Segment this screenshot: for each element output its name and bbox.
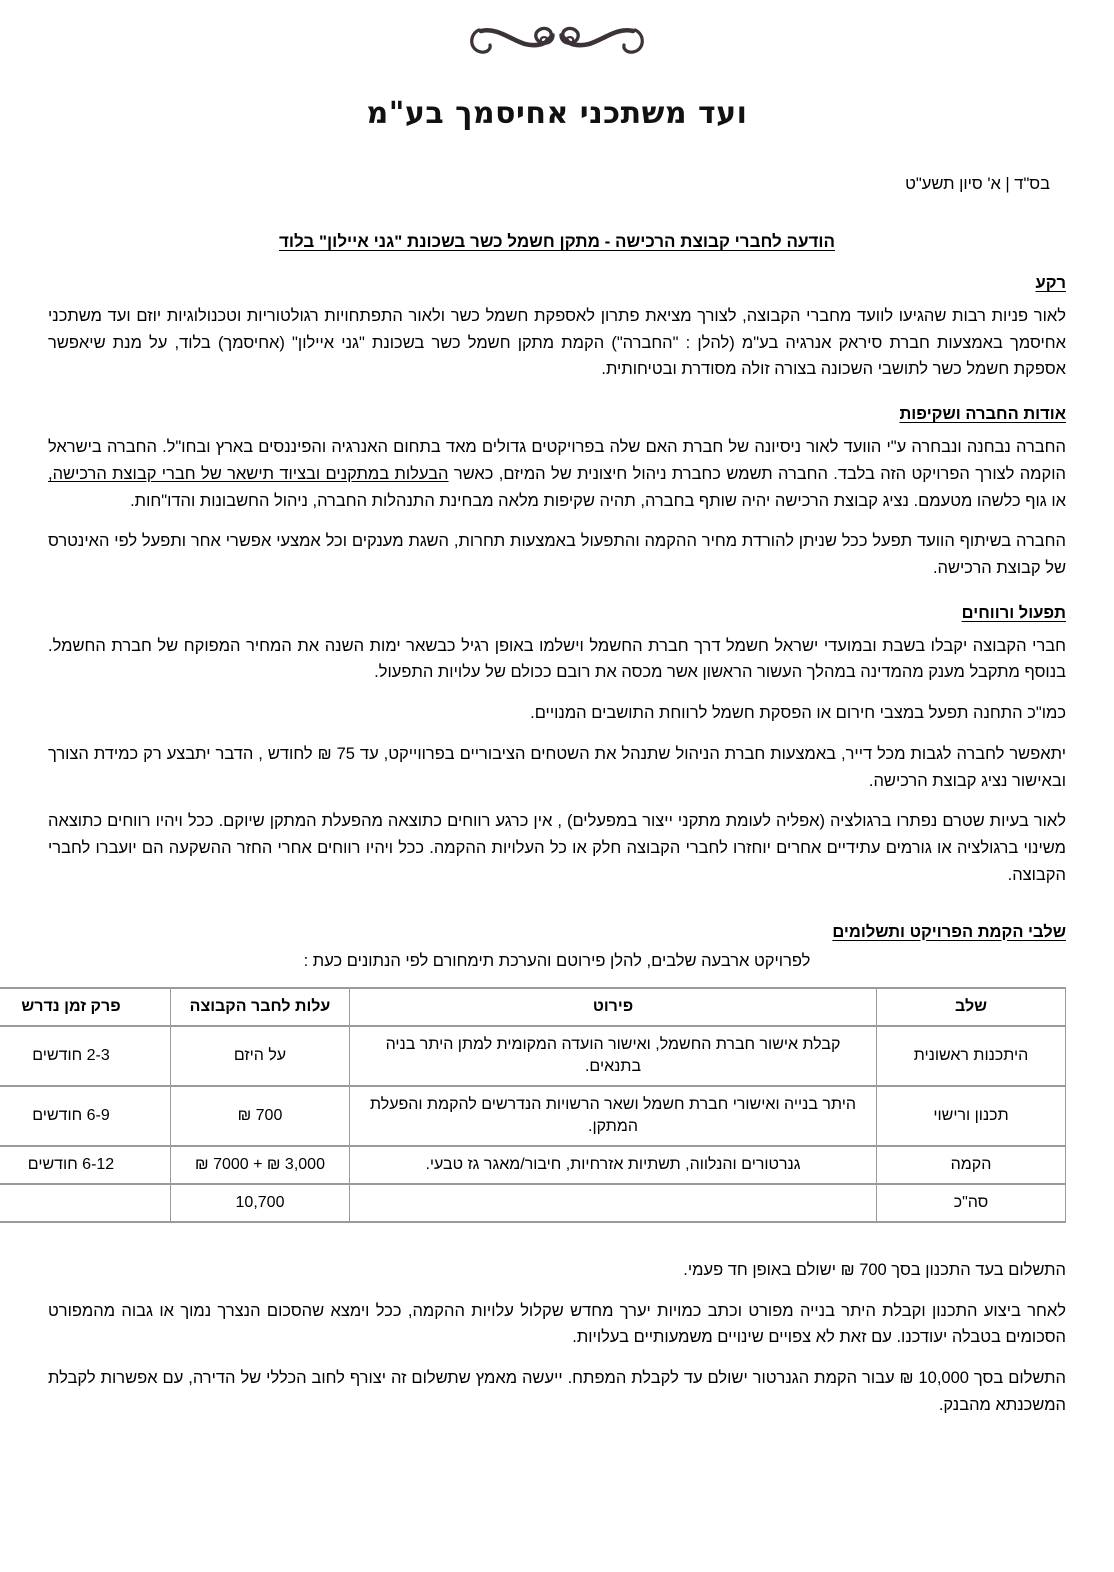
letterhead bbox=[48, 0, 1066, 131]
stages-table bbox=[0, 987, 1066, 1224]
cell-cost: 3,000 ₪ + 7000 ₪ bbox=[171, 1146, 350, 1184]
about-part-2: או גוף כלשהו מטעמם. נציג קבוצת הרכישה יהיה שותף בחברה, תהיה שקיפות מלאה מבחינת התנהלות החברה, ניהול החשבונות והדו"חות. bbox=[130, 491, 1066, 510]
cell-cost: על היזם bbox=[171, 1026, 350, 1086]
about-underlined-clause: הבעלות במתקנים ובציוד תישאר של חברי קבוצת הרכישה, bbox=[48, 464, 449, 483]
table-header-row bbox=[0, 988, 1066, 1026]
flourish-ornament-icon bbox=[48, 12, 1066, 70]
operation-paragraph-1: חברי הקבוצה יקבלו בשבת ובמועדי ישראל חשמל דרך חברת החשמל וישלמו באופן רגיל כבשאר ימות השנה את המחיר המפוקח של חברת החשמל. בנוסף מתקבל מענק מהמדינה במהלך העשור הראשון אשר מכסה את רובם ככולם של עלויות התפעול. bbox=[48, 636, 1066, 682]
cell-stage: סה"כ bbox=[877, 1184, 1066, 1222]
section-heading-stages: שלבי הקמת הפרויקט ותשלומים bbox=[832, 922, 1066, 941]
cell-detail: קבלת אישור חברת החשמל, ואישור הועדה המקומית למתן היתר בניה בתנאים. bbox=[350, 1026, 877, 1086]
payments-paragraph-1: התשלום בעד התכנון בסך 700 ₪ ישולם באופן חד פעמי. bbox=[683, 1261, 1066, 1280]
payments-section bbox=[48, 1257, 1066, 1419]
about-paragraph-2: החברה בשיתוף הוועד תפעל ככל שניתן להורדת מחיר ההקמה והתפעול באמצעות תחרות, השגת מענקים וכל אמצעי אפשרי אחר ותפעל לפי האינטרס של קבוצת הרכישה. bbox=[48, 532, 1066, 578]
cell-time: 6-9 חודשים bbox=[0, 1086, 171, 1146]
table-row bbox=[0, 1184, 1066, 1222]
section-heading-background: רקע bbox=[1035, 274, 1066, 292]
table-row bbox=[0, 1026, 1066, 1086]
table-row bbox=[0, 1146, 1066, 1184]
hebrew-date-line: בס"ד | א' סיון תשע"ט bbox=[905, 175, 1050, 193]
cell-time: 2-3 חודשים bbox=[0, 1026, 171, 1086]
cell-detail: היתר בנייה ואישורי חברת חשמל ושאר הרשויות הנדרשים להקמת והפעלת המתקן. bbox=[350, 1086, 877, 1146]
column-header-time: פרק זמן נדרש bbox=[0, 988, 171, 1026]
section-heading-about: אודות החברה ושקיפות bbox=[899, 405, 1066, 424]
column-header-stage: שלב bbox=[877, 988, 1066, 1026]
cell-stage: תכנון ורישוי bbox=[877, 1086, 1066, 1146]
cell-cost: 700 ₪ bbox=[171, 1086, 350, 1146]
cell-stage: היתכנות ראשונית bbox=[877, 1026, 1066, 1086]
column-header-cost: עלות לחבר הקבוצה bbox=[171, 988, 350, 1026]
cell-detail bbox=[350, 1184, 877, 1222]
cell-time bbox=[0, 1184, 171, 1222]
cell-detail: גנרטורים והנלווה, תשתיות אזרחיות, חיבור/מאגר גז טבעי. bbox=[350, 1146, 877, 1184]
cell-stage: הקמה bbox=[877, 1146, 1066, 1184]
about-paragraph bbox=[48, 434, 1066, 514]
payments-paragraph-2: לאחר ביצוע התכנון וקבלת היתר בנייה מפורט וכתב כמויות יערך מחדש שקלול עלויות ההקמה, ככל וימצא שהסכום הנצרך נמוך או גבוה מהמפורט הסכומים בטבלה יעודכנו. עם זאת לא צפויים שינויים משמעותיים בעלויות. bbox=[48, 1301, 1066, 1347]
page-title: הודעה לחברי קבוצת הרכישה - מתקן חשמל כשר בשכונת "גני איילון" בלוד bbox=[278, 232, 835, 251]
section-heading-operation: תפעול ורווחים bbox=[961, 603, 1066, 622]
cell-time: 6-12 חודשים bbox=[0, 1146, 171, 1184]
operation-paragraph-3: יתאפשר לחברה לגבות מכל דייר, באמצעות חברת הניהול שתנהל את השטחים הציבוריים בפרווייקט, עד 75 ₪ לחודש , הדבר יתבצע רק כמידת הצורך ובאישור נציג קבוצת הרכישה. bbox=[48, 744, 1066, 790]
stages-intro: לפרויקט ארבעה שלבים, להלן פירוטם והערכת תימחורם לפי הנתונים כעת : bbox=[303, 951, 811, 970]
cell-cost: 10,700 bbox=[171, 1184, 350, 1222]
column-header-detail: פירוט bbox=[350, 988, 877, 1026]
background-paragraph: לאור פניות רבות שהגיעו לוועד מחברי הקבוצה, לצורך מציאת פתרון לאספקת חשמל כשר ולאור התפתחויות רגולטוריות וטכנולוגיות יוזם ועד משתכני אחיסמך באמצעות חברת סיראק אנרגיה בע"מ (להלן : "החברה") הקמת מתקן חשמל כשר בשכונת "גני איילון" (אחיסמך) בלוד, על מנת שיאפשר אספקת חשמל כשר לתושבי השכונה בצורה זולה מסודרת ובטיחותית. bbox=[48, 307, 1066, 379]
operation-paragraph-4: לאור בעיות שטרם נפתרו ברגולציה (אפליה לעומת מתקני ייצור במפעלים) , אין כרגע רווחים כתוצאה מהפעלת המתקן שיוקם. ככל ויהיו רווחים כתוצאה משינוי ברגולציה או גורמים עתידיים אחרים יוחזרו לחברי הקבוצה חלק או כל העלויות ההקמה. ככל ויהיו רווחים אחרי החזר ההשקעה הם יועברו לחברי הקבוצה. bbox=[48, 812, 1066, 884]
about-part-1: החברה נבחנה ונבחרה ע"י הוועד לאור ניסיונה של חברת האם שלה בפרויקטים גדולים מאד בתחום האנרגיה והפיננסים בארץ ובחו"ל. החברה בישראל הוקמה לצורך הפרויקט הזה בלבד. החברה תשמש כחברת ניהול חיצונית של המיזם, כאשר bbox=[48, 438, 1066, 483]
company-name: ועד משתכני אחיסמך בע"מ bbox=[366, 96, 748, 131]
operation-paragraph-2: כמו"כ התחנה תפעל במצבי חירום או הפסקת חשמל לרווחת התושבים המנויים. bbox=[530, 704, 1066, 723]
table-row bbox=[0, 1086, 1066, 1146]
payments-paragraph-3: התשלום בסך 10,000 ₪ עבור הקמת הגנרטור ישולם עד לקבלת המפתח. ייעשה מאמץ שתשלום זה יצורף לחוב הכללי של הדירה, עם אפשרות לקבלת המשכנתא מהבנק. bbox=[48, 1369, 1066, 1414]
